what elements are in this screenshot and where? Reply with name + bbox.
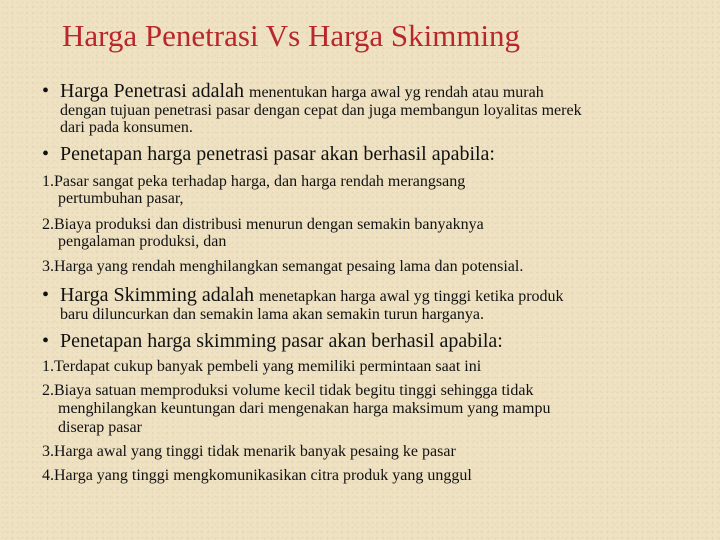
- penetrasi-def-line2: dengan tujuan penetrasi pasar dengan cepat dan juga membangun loyalitas merek: [60, 102, 582, 119]
- bullet-glyph: •: [42, 143, 50, 165]
- bullet-glyph: •: [42, 284, 50, 306]
- penetrasi-item-1-line2: pertumbuhan pasar,: [58, 190, 184, 207]
- penetrasi-item-1-line1: 1.Pasar sangat peka terhadap harga, dan harga rendah merangsang: [42, 173, 466, 190]
- bullet-glyph: •: [42, 80, 50, 102]
- slide-title: Harga Penetrasi Vs Harga Skimming: [62, 18, 521, 53]
- penetrasi-def-line3: dari pada konsumen.: [60, 119, 193, 136]
- penetrasi-item-3-line1: 3.Harga yang rendah menghilangkan semangat pesaing lama dan potensial.: [42, 258, 524, 275]
- bullet-glyph: •: [42, 330, 50, 352]
- skimming-conditions-heading: [42, 330, 503, 353]
- skimming-item-3-line1: 3.Harga awal yang tinggi tidak menarik banyak pesaing ke pasar: [42, 443, 456, 460]
- skimming-bullet: [42, 284, 564, 307]
- penetrasi-def-line1: menentukan harga awal yg rendah atau murah: [249, 84, 544, 101]
- skimming-item-1-line1: 1.Terdapat cukup banyak pembeli yang memiliki permintaan saat ini: [42, 358, 482, 375]
- penetrasi-term: Harga Penetrasi adalah: [60, 80, 244, 102]
- penetrasi-bullet: [42, 80, 544, 103]
- skimming-def-line1: menetapkan harga awal yg tinggi ketika produk: [259, 288, 564, 305]
- penetrasi-item-2-line2: pengalaman produksi, dan: [58, 233, 227, 250]
- skimming-item-4-line1: 4.Harga yang tinggi mengkomunikasikan citra produk yang unggul: [42, 467, 472, 484]
- penetrasi-item-2-line1: 2.Biaya produksi dan distribusi menurun dengan semakin banyaknya: [42, 216, 484, 233]
- skimming-item-2-line3: diserap pasar: [58, 419, 142, 436]
- skimming-item-2-line1: 2.Biaya satuan memproduksi volume kecil tidak begitu tinggi sehingga tidak: [42, 382, 534, 399]
- skimming-def-line2: baru diluncurkan dan semakin lama akan semakin turun harganya.: [60, 306, 485, 323]
- heading-text: Penetapan harga penetrasi pasar akan berhasil apabila:: [60, 143, 495, 165]
- skimming-term: Harga Skimming adalah: [60, 284, 255, 306]
- penetrasi-conditions-heading: [42, 143, 495, 166]
- heading-text: Penetapan harga skimming pasar akan berhasil apabila:: [60, 330, 503, 352]
- skimming-item-2-line2: menghilangkan keuntungan dari mengenakan harga maksimum yang mampu: [58, 400, 551, 417]
